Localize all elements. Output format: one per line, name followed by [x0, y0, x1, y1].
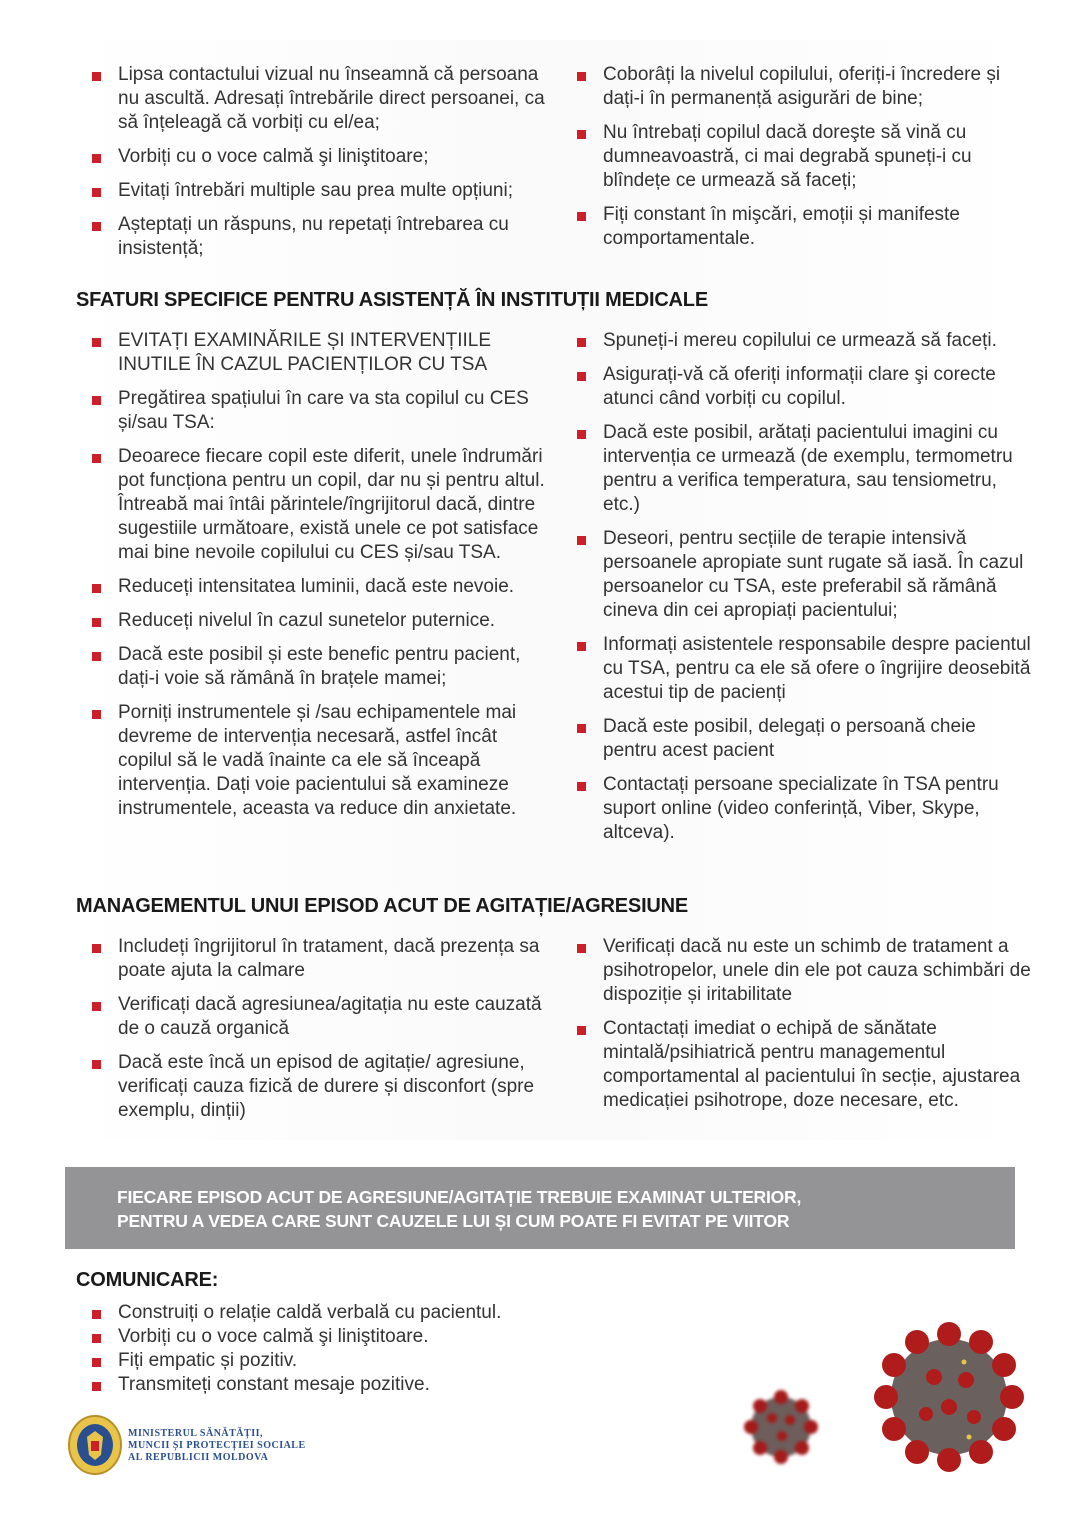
square-bullet-icon: [92, 944, 101, 953]
square-bullet-icon: [577, 782, 586, 791]
list-item: Contactați imediat o echipă de sănătate mintală/psihiatrică pentru managementul comportamental al pacientului în secție, ajustarea medicației psihotrope, doze necesare, etc.: [561, 1017, 1031, 1113]
list-item: Vorbiți cu o voce calmă şi liniştitoare;: [76, 145, 556, 169]
communication-column: [76, 1301, 596, 1397]
medical-left-column: [76, 329, 556, 831]
square-bullet-icon: [577, 212, 586, 221]
list-item: Informați asistentele responsabile despre pacientul cu TSA, pentru ca ele să ofere o îngrijire deosebită acestui tip de pacienți: [561, 633, 1031, 705]
list-item: Vorbiți cu o voce calmă şi liniştitoare.: [76, 1325, 596, 1349]
agitation-right-list: [561, 935, 1031, 1113]
square-bullet-icon: [92, 454, 101, 463]
coronavirus-small-icon: [742, 1388, 820, 1471]
square-bullet-icon: [92, 222, 101, 231]
list-item: Pregătirea spațiului în care va sta copilul cu CES și/sau TSA:: [76, 387, 556, 435]
list-item: EVITAȚI EXAMINĂRILE ȘI INTERVENȚIILE INUTILE ÎN CAZUL PACIENȚILOR CU TSA: [76, 329, 556, 377]
list-item: Așteptați un răspuns, nu repetați întrebarea cu insistență;: [76, 213, 556, 261]
agitation-left-column: [76, 935, 556, 1133]
list-item: Verificați dacă nu este un schimb de tratament a psihotropelor, unele din ele pot cauza schimbări de dispoziție și iritabilitate: [561, 935, 1031, 1007]
square-bullet-icon: [577, 1026, 586, 1035]
list-item: Transmiteți constant mesaje pozitive.: [76, 1373, 596, 1397]
square-bullet-icon: [92, 618, 101, 627]
list-item: Dacă este încă un episod de agitație/ agresiune, verificați cauza fizică de durere și disconfort (spre exemplu, dinții): [76, 1051, 556, 1123]
square-bullet-icon: [92, 710, 101, 719]
square-bullet-icon: [92, 188, 101, 197]
list-item: Dacă este posibil, arătați pacientului imagini cu intervenția ce urmează (de exemplu, termometru pentru a verifica temperatura, sau tensiometru, etc.): [561, 421, 1031, 517]
square-bullet-icon: [92, 154, 101, 163]
list-item: Coborâți la nivelul copilului, oferiți-i încredere și dați-i în permanență asigurări de bine;: [561, 63, 1031, 111]
agitation-left-list: [76, 935, 556, 1123]
warning-banner: [65, 1167, 1015, 1249]
square-bullet-icon: [577, 72, 586, 81]
list-item: Contactați persoane specializate în TSA pentru suport online (video conferință, Viber, Skype, altceva).: [561, 773, 1031, 845]
medical-right-list: [561, 329, 1031, 845]
square-bullet-icon: [92, 1002, 101, 1011]
list-item: Asigurați-vă că oferiți informații clare şi corecte atunci când vorbiți cu copilul.: [561, 363, 1031, 411]
list-item: Deoarece fiecare copil este diferit, unele îndrumări pot funcționa pentru un copil, dar nu și pentru altul. Întreabă mai întâi părintele/îngrijitorul dacă, dintre sugestiile următoare, există unele ce pot satisface mai bine nevoile copilului cu CES și/sau TSA.: [76, 445, 556, 565]
intro-left-list: [76, 63, 556, 261]
square-bullet-icon: [92, 1310, 101, 1319]
square-bullet-icon: [92, 584, 101, 593]
square-bullet-icon: [92, 72, 101, 81]
list-item: Dacă este posibil, delegați o persoană cheie pentru acest pacient: [561, 715, 1031, 763]
list-item: Verificați dacă agresiunea/agitația nu este cauzată de o cauză organică: [76, 993, 556, 1041]
square-bullet-icon: [577, 430, 586, 439]
list-item: Construiți o relație caldă verbală cu pacientul.: [76, 1301, 596, 1325]
square-bullet-icon: [577, 338, 586, 347]
list-item: Reduceți intensitatea luminii, dacă este nevoie.: [76, 575, 556, 599]
list-item: Evitați întrebări multiple sau prea multe opțiuni;: [76, 179, 556, 203]
square-bullet-icon: [577, 372, 586, 381]
square-bullet-icon: [92, 652, 101, 661]
square-bullet-icon: [577, 642, 586, 651]
intro-right-column: [561, 63, 1031, 261]
agitation-right-column: [561, 935, 1031, 1123]
medical-right-column: [561, 329, 1031, 855]
list-item: Porniți instrumentele și /sau echipamentele mai devreme de intervenția necesară, astfel încât copilul să le vadă înainte ca ele să înceapă intervenția. Dați voie pacientului să examineze instrumentele, aceasta va reduce din anxietate.: [76, 701, 556, 821]
square-bullet-icon: [92, 1334, 101, 1343]
list-item: Nu întrebați copilul dacă doreşte să vină cu dumneavoastră, ci mai degrabă spuneți-i cu blîndețe ce urmează să faceți;: [561, 121, 1031, 193]
list-item: Deseori, pentru secțiile de terapie intensivă persoanele apropiate sunt rugate să iasă. În cazul persoanelor cu TSA, este preferabil să rămână cineva din cei apropiați pacientului;: [561, 527, 1031, 623]
list-item: Spuneți-i mereu copilului ce urmează să faceți.: [561, 329, 1031, 353]
intro-left-column: [76, 63, 556, 271]
square-bullet-icon: [92, 1358, 101, 1367]
list-item: Fiți constant în mişcări, emoții și manifeste comportamentale.: [561, 203, 1031, 251]
intro-right-list: [561, 63, 1031, 251]
communication-section-title: COMUNICARE:: [76, 1269, 219, 1291]
square-bullet-icon: [577, 130, 586, 139]
square-bullet-icon: [577, 944, 586, 953]
list-item: Includeți îngrijitorul în tratament, dacă prezența sa poate ajuta la calmare: [76, 935, 556, 983]
square-bullet-icon: [92, 338, 101, 347]
list-item: Lipsa contactului vizual nu înseamnă că persoana nu ascultă. Adresați întrebările direct persoanei, ca să înțeleagă că vorbiți cu el/ea;: [76, 63, 556, 135]
square-bullet-icon: [92, 396, 101, 405]
list-item: Dacă este posibil și este benefic pentru pacient, dați-i voie să rămână în brațele mamei;: [76, 643, 556, 691]
square-bullet-icon: [92, 1382, 101, 1391]
agitation-section-title: MANAGEMENTUL UNUI EPISOD ACUT DE AGITAȚIE/AGRESIUNE: [76, 895, 689, 917]
square-bullet-icon: [577, 536, 586, 545]
medical-left-list: [76, 329, 556, 821]
list-item: Fiți empatic și pozitiv.: [76, 1349, 596, 1373]
ministry-name: MINISTERUL SĂNĂTĂȚII, MUNCII ȘI PROTECȚIEI SOCIALE AL REPUBLICII MOLDOVA: [128, 1428, 306, 1463]
communication-list: [76, 1301, 596, 1397]
coronavirus-large-icon: [874, 1322, 1024, 1477]
banner-text: FIECARE EPISOD ACUT DE AGRESIUNE/AGITAȚIE TREBUIE EXAMINAT ULTERIOR, PENTRU A VEDEA CARE SUNT CAUZELE LUI ȘI CUM POATE FI EVITAT PE VIITOR: [117, 1187, 802, 1231]
square-bullet-icon: [92, 1060, 101, 1069]
medical-section-title: SFATURI SPECIFICE PENTRU ASISTENȚĂ ÎN INSTITUȚII MEDICALE: [76, 289, 708, 311]
moldova-government-seal-icon: [65, 1415, 125, 1475]
list-item: Reduceți nivelul în cazul sunetelor puternice.: [76, 609, 556, 633]
square-bullet-icon: [577, 724, 586, 733]
